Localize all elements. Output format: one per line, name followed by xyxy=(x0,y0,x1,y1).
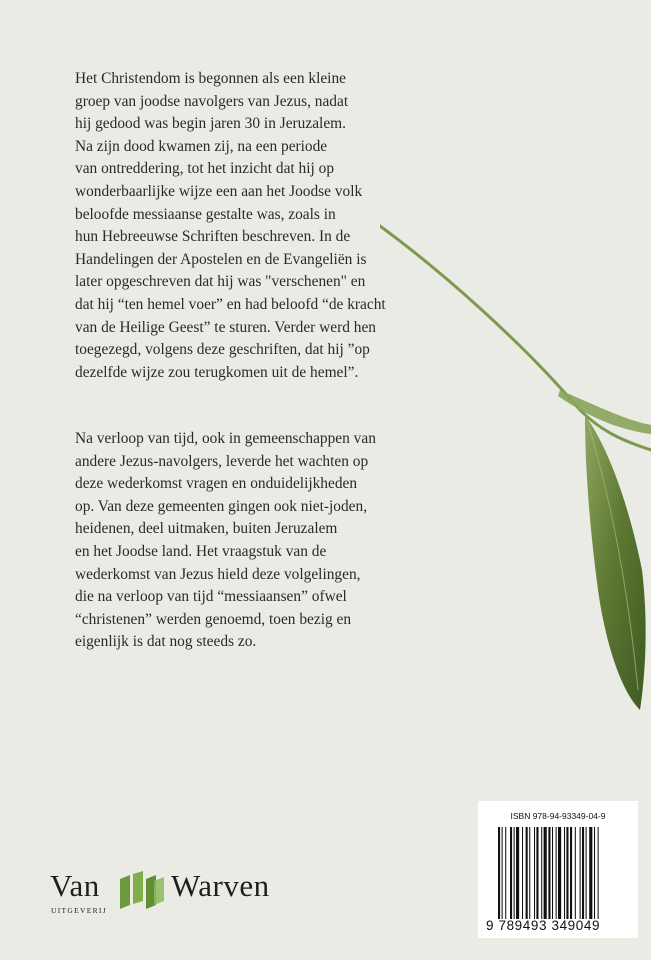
text-line: “christenen” werden genoemd, toen bezig en xyxy=(75,610,352,628)
text-line: wonderbaarlijke wijze een aan het Joodse volk xyxy=(75,182,363,200)
text-line: Na verloop van tijd, ook in gemeenschappen van xyxy=(75,430,376,447)
barcode-bar xyxy=(552,827,553,919)
barcode-bar xyxy=(564,827,565,919)
barcode-bar xyxy=(514,827,515,919)
barcode-bar xyxy=(529,827,530,919)
barcode-bar xyxy=(589,827,592,919)
text-line: dat hij “ten hemel voer” en had beloofd “de kracht xyxy=(75,295,386,313)
barcode-bar xyxy=(566,827,568,919)
barcode-bar xyxy=(505,827,506,919)
barcode-bar xyxy=(558,827,561,919)
text-line: deze wederkomst vragen en onduidelijkheden xyxy=(75,475,358,493)
text-line: beloofde messiaanse gestalte was, zoals in xyxy=(75,205,336,223)
barcode-bar xyxy=(536,827,538,919)
isbn-label: ISBN 978-94-93349-04-9 xyxy=(510,811,606,821)
text-line: groep van joodse navolgers van Jezus, nadat xyxy=(75,92,349,110)
barcode-bar xyxy=(580,827,581,919)
leaf-blade-narrow xyxy=(558,390,651,434)
text-line: wederkomst van Jezus hield deze volgelingen, xyxy=(75,565,361,583)
barcode-bars xyxy=(498,827,626,919)
leaf-blade-main xyxy=(585,415,646,710)
barcode-bar xyxy=(516,827,519,919)
text-line: die na verloop van tijd “messiaansen” ofwel xyxy=(75,588,347,606)
barcode-bar xyxy=(522,827,523,919)
barcode-bar xyxy=(534,827,535,919)
publisher-logo xyxy=(50,868,310,918)
barcode-bar xyxy=(586,827,587,919)
barcode-bar xyxy=(570,827,572,919)
text-line: op. Van deze gemeenten gingen ook niet-joden, xyxy=(75,497,368,515)
text-line: Na zijn dood kwamen zij, na een periode xyxy=(75,137,328,155)
logo-word-van: Van xyxy=(50,868,100,903)
text-line: toegezegd, volgens deze geschriften, dat hij ”op xyxy=(75,341,370,359)
barcode-bar xyxy=(498,827,500,919)
barcode-bar xyxy=(526,827,528,919)
barcode-bar xyxy=(594,827,595,919)
logo-word-warven: Warven xyxy=(171,868,270,903)
text-line: later opgeschreven dat hij was "verschenen" en xyxy=(75,273,366,291)
text-line: dezelfde wijze zou terugkomen uit de hemel”. xyxy=(75,363,359,381)
text-line: hij gedood was begin jaren 30 in Jeruzalem. xyxy=(75,115,346,133)
barcode-bar xyxy=(510,827,512,919)
barcode-bar xyxy=(556,827,557,919)
leaf-illustration xyxy=(380,220,651,720)
barcode-bar xyxy=(548,827,550,919)
text-line: Het Christendom is begonnen als een kleine xyxy=(75,70,346,87)
logo-subtitle: UITGEVERIJ xyxy=(51,906,107,915)
text-line: en het Joodse land. Het vraagstuk van de xyxy=(75,542,327,560)
barcode-bar xyxy=(598,827,599,919)
barcode-bar xyxy=(582,827,584,919)
text-line: van ontreddering, tot het inzicht dat hij op xyxy=(75,160,335,178)
barcode-bar xyxy=(502,827,503,919)
text-line: andere Jezus-navolgers, leverde het wachten op xyxy=(75,452,369,470)
text-line: hun Hebreeuwse Schriften beschreven. In de xyxy=(75,228,351,246)
barcode-bar xyxy=(575,827,576,919)
publisher-mark-icon xyxy=(118,871,166,911)
isbn-barcode xyxy=(478,801,638,938)
text-line: van de Heilige Geest” te sturen. Verder werd hen xyxy=(75,318,376,336)
text-line: eigenlijk is dat nog steeds zo. xyxy=(75,633,257,651)
barcode-bar xyxy=(544,827,547,919)
barcode-digits: 9 789493 349049 xyxy=(486,918,601,933)
text-line: Handelingen der Apostelen en de Evangeliën is xyxy=(75,250,367,268)
text-line: heidenen, deel uitmaken, buiten Jeruzalem xyxy=(75,520,338,538)
barcode-bar xyxy=(541,827,542,919)
